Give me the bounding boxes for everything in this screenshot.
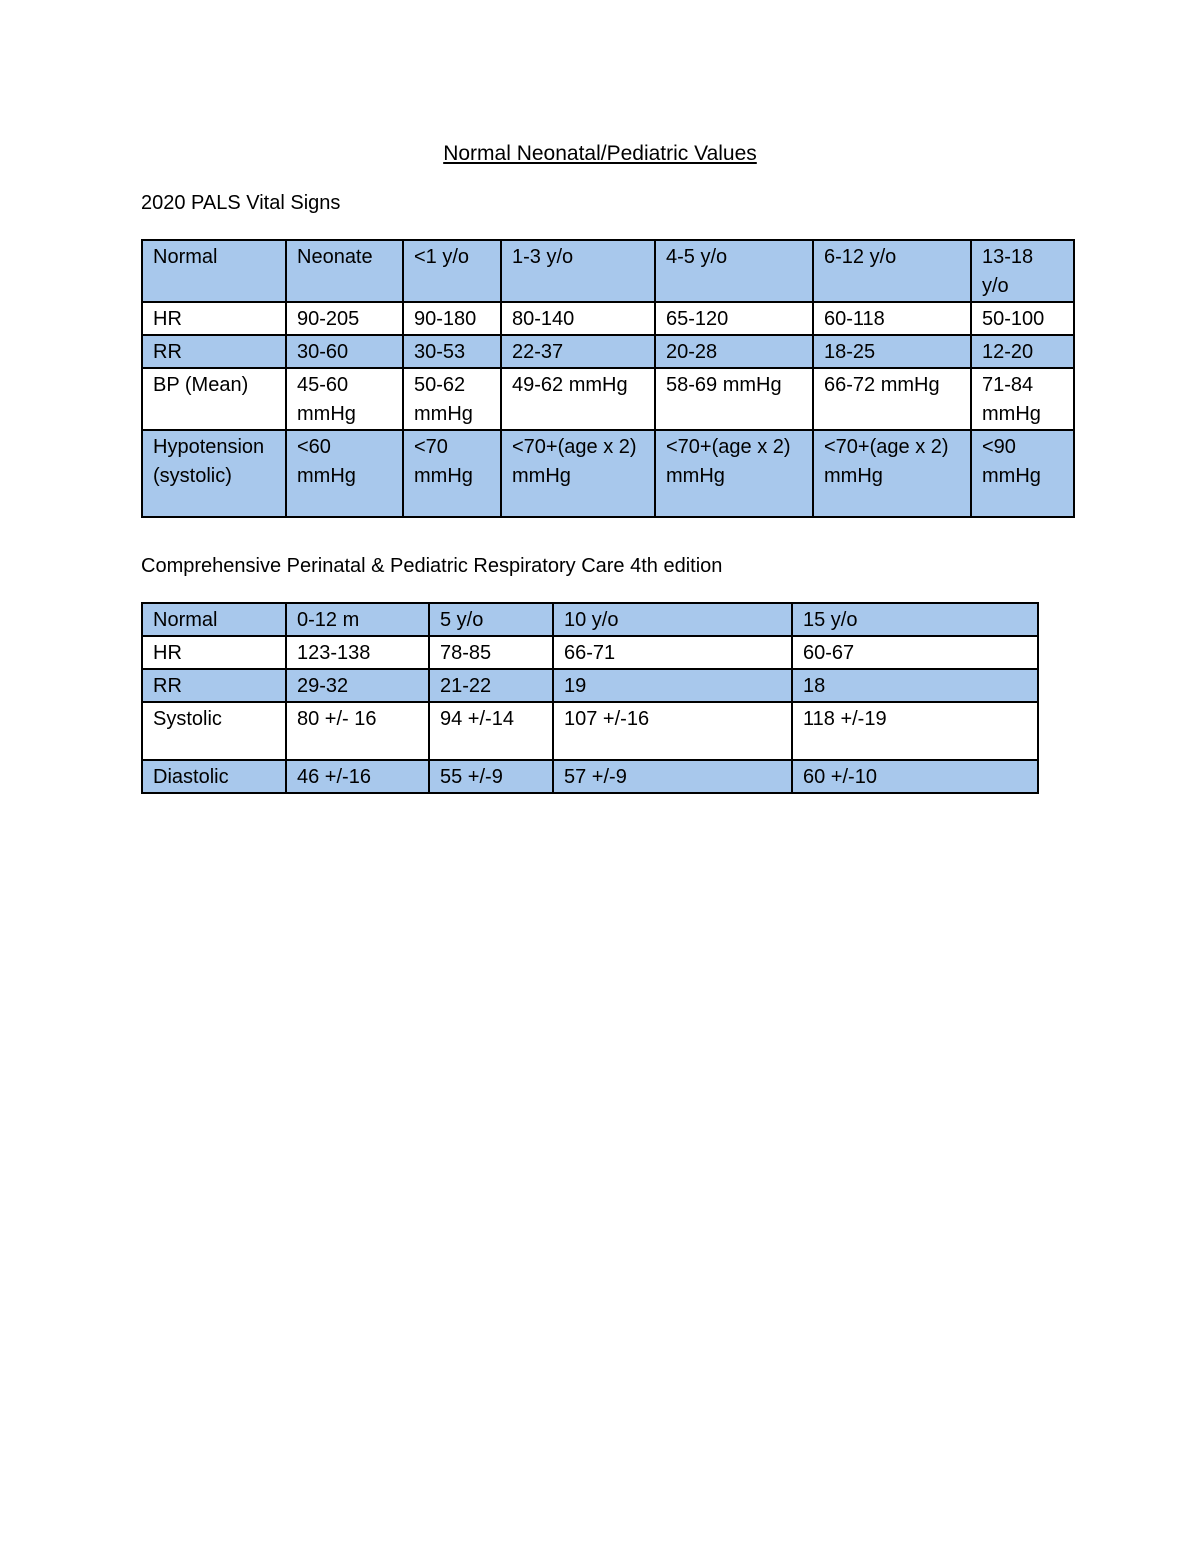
table-cell: 71-84 mmHg	[971, 368, 1074, 430]
table-cell: <70+(age x 2) mmHg	[655, 430, 813, 517]
table-cell: 30-53	[403, 335, 501, 368]
table-cell: BP (Mean)	[142, 368, 286, 430]
table-cell: 6-12 y/o	[813, 240, 971, 302]
table-row	[142, 240, 1074, 302]
table-cell: RR	[142, 335, 286, 368]
table-cell: Normal	[142, 603, 286, 636]
table-cell: <60 mmHg	[286, 430, 403, 517]
table-cell: Hypotension (systolic)	[142, 430, 286, 517]
table-cell: 66-71	[553, 636, 792, 669]
table-row	[142, 669, 1038, 702]
table-cell: <90 mmHg	[971, 430, 1074, 517]
table-cell: 66-72 mmHg	[813, 368, 971, 430]
table-cell: 60 +/-10	[792, 760, 1038, 793]
table-cell: 50-100	[971, 302, 1074, 335]
pals-section-heading: 2020 PALS Vital Signs	[141, 192, 341, 214]
table-cell: 19	[553, 669, 792, 702]
table-cell: 30-60	[286, 335, 403, 368]
table-cell: HR	[142, 636, 286, 669]
table-row	[142, 760, 1038, 793]
table-cell: 46 +/-16	[286, 760, 429, 793]
table-cell: 20-28	[655, 335, 813, 368]
table-cell: 94 +/-14	[429, 702, 553, 760]
comprehensive-vital-signs-table	[141, 602, 1039, 794]
table-cell: <1 y/o	[403, 240, 501, 302]
table-cell: 22-37	[501, 335, 655, 368]
table-cell: 55 +/-9	[429, 760, 553, 793]
table-row	[142, 335, 1074, 368]
table-cell: 49-62 mmHg	[501, 368, 655, 430]
comprehensive-section-heading: Comprehensive Perinatal & Pediatric Respiratory Care 4th edition	[141, 555, 723, 577]
table-cell: 60-67	[792, 636, 1038, 669]
table-cell: 58-69 mmHg	[655, 368, 813, 430]
table-cell: Diastolic	[142, 760, 286, 793]
table-cell: 18-25	[813, 335, 971, 368]
table-cell: 4-5 y/o	[655, 240, 813, 302]
table-cell: 107 +/-16	[553, 702, 792, 760]
table-cell: 0-12 m	[286, 603, 429, 636]
table-row	[142, 603, 1038, 636]
table-cell: RR	[142, 669, 286, 702]
table-cell: 13-18 y/o	[971, 240, 1074, 302]
table-cell: 45-60 mmHg	[286, 368, 403, 430]
table-cell: 57 +/-9	[553, 760, 792, 793]
table-row	[142, 636, 1038, 669]
table-cell: 10 y/o	[553, 603, 792, 636]
table-cell: <70+(age x 2) mmHg	[501, 430, 655, 517]
table-cell: 50-62 mmHg	[403, 368, 501, 430]
table-cell: 78-85	[429, 636, 553, 669]
table-cell: 5 y/o	[429, 603, 553, 636]
table-cell: 12-20	[971, 335, 1074, 368]
table-cell: 21-22	[429, 669, 553, 702]
table-cell: 90-205	[286, 302, 403, 335]
table-cell: HR	[142, 302, 286, 335]
table-row	[142, 368, 1074, 430]
pals-vital-signs-table	[141, 239, 1075, 518]
table-cell: 118 +/-19	[792, 702, 1038, 760]
table-row	[142, 430, 1074, 517]
table-cell: 29-32	[286, 669, 429, 702]
table-cell: Neonate	[286, 240, 403, 302]
table-cell: 80 +/- 16	[286, 702, 429, 760]
table-cell: 1-3 y/o	[501, 240, 655, 302]
page-title: Normal Neonatal/Pediatric Values	[443, 142, 757, 165]
table-cell: Systolic	[142, 702, 286, 760]
table-cell: 65-120	[655, 302, 813, 335]
table-row	[142, 702, 1038, 760]
table-cell: <70+(age x 2) mmHg	[813, 430, 971, 517]
table-cell: Normal	[142, 240, 286, 302]
table-cell: 90-180	[403, 302, 501, 335]
table-cell: <70 mmHg	[403, 430, 501, 517]
table-cell: 15 y/o	[792, 603, 1038, 636]
table-row	[142, 302, 1074, 335]
table-cell: 60-118	[813, 302, 971, 335]
table-cell: 80-140	[501, 302, 655, 335]
table-cell: 18	[792, 669, 1038, 702]
table-cell: 123-138	[286, 636, 429, 669]
